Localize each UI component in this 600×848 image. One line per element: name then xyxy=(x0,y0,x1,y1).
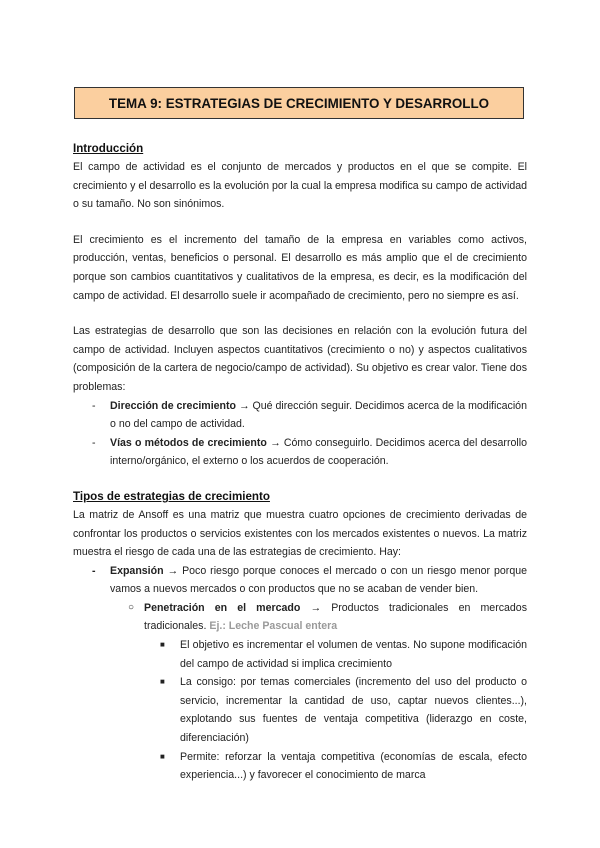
item-term: Vías o métodos de crecimiento xyxy=(110,436,267,449)
square-bullet-icon: ■ xyxy=(160,640,165,650)
tipos-heading: Tipos de estrategias de crecimiento xyxy=(73,489,270,503)
item-text: Cómo conseguirlo. Decidimos acerca del desarrollo interno/orgánico, el externo o los acuerdos de cooperación. xyxy=(110,436,527,468)
page-title: TEMA 9: ESTRATEGIAS DE CRECIMIENTO Y DESARROLLO xyxy=(74,87,524,119)
item-term: Dirección de crecimiento xyxy=(110,399,237,412)
arrow-glyph: → xyxy=(238,399,250,412)
arrow-glyph: → xyxy=(270,436,281,449)
list-item xyxy=(73,562,527,599)
dash-bullet: - xyxy=(92,399,96,412)
list-item xyxy=(73,434,527,471)
list-item xyxy=(73,673,527,747)
document-body xyxy=(73,139,527,785)
list-item xyxy=(73,636,527,673)
circle-bullet-icon: ○ xyxy=(128,601,135,613)
item-text: El objetivo es incrementar el volumen de ventas. No supone modificación del campo de actividad si implica crecimiento xyxy=(180,639,527,670)
intro-heading: Introducción xyxy=(73,142,144,155)
item-text: Productos tradicionales en mercados tradicionales. xyxy=(144,601,527,633)
item-text: Permite: reforzar la ventaja competitiva (economías de escala, efecto experiencia...) y favorecer el conocimiento de marca xyxy=(180,750,527,782)
item-term: Penetración en el mercado xyxy=(144,601,301,614)
intro-paragraph-1: El campo de actividad es el conjunto de mercados y productos en el que se compite. El crecimiento y el desarrollo es la evolución por la cual la empresa modifica su campo de actividad o su tamaño. No son sinónimos. xyxy=(73,161,527,211)
square-bullet-icon: ■ xyxy=(160,751,165,761)
square-bullet-icon: ■ xyxy=(160,677,165,687)
intro-paragraph-2: El crecimiento es el incremento del tamaño de la empresa en variables como activos, producción, ventas, beneficios o personal. El desarrollo es más amplio que el de crecimiento porque son cambios cuantitativos y cualitativos de la empresa, es decir, es la modificación del campo de actividad. El desarrollo suele ir acompañado de crecimiento, pero no siempre es así. xyxy=(73,233,527,302)
list-item xyxy=(73,599,527,636)
item-text: Qué dirección seguir. Decidimos acerca de la modificación o no del campo de actividad. xyxy=(110,399,527,431)
problems-list xyxy=(73,397,527,471)
item-text: La consigo: por temas comerciales (incremento del uso del producto o servicio, incrementar la cantidad de uso, captar nuevos clientes...), explotando sus fuentes de ventaja competitiva (liderazgo en coste, diferenciación) xyxy=(180,676,527,745)
example-text: Ej.: Leche Pascual entera xyxy=(209,620,338,633)
dash-bullet: - xyxy=(92,436,96,449)
list-item xyxy=(73,397,527,434)
intro-paragraph-3: Las estrategias de desarrollo que son las decisiones en relación con la evolución futura del campo de actividad. Incluyen aspectos cuantitativos (crecimiento o no) y aspectos cualitativos (composición de la cartera de negocio/campo de actividad). Su objetivo es crear valor. Tiene dos problemas: xyxy=(73,325,527,393)
arrow-glyph: → xyxy=(167,564,179,577)
strategies-list xyxy=(73,562,527,785)
dash-bullet: - xyxy=(92,564,96,577)
list-item xyxy=(73,748,527,785)
item-text: Poco riesgo porque conoces el mercado o con un riesgo menor porque vamos a nuevos mercados o con productos que no se acaban de vender bien. xyxy=(110,564,527,596)
arrow-glyph: → xyxy=(310,601,322,614)
item-term: Expansión xyxy=(110,564,164,577)
tipos-paragraph: La matriz de Ansoff es una matriz que muestra cuatro opciones de crecimiento derivadas de confrontar los productos o servicios existentes con los mercados existentes o nuevos. La matriz muestra el riesgo de cada una de las estrategias de crecimiento. Hay: xyxy=(73,508,527,559)
